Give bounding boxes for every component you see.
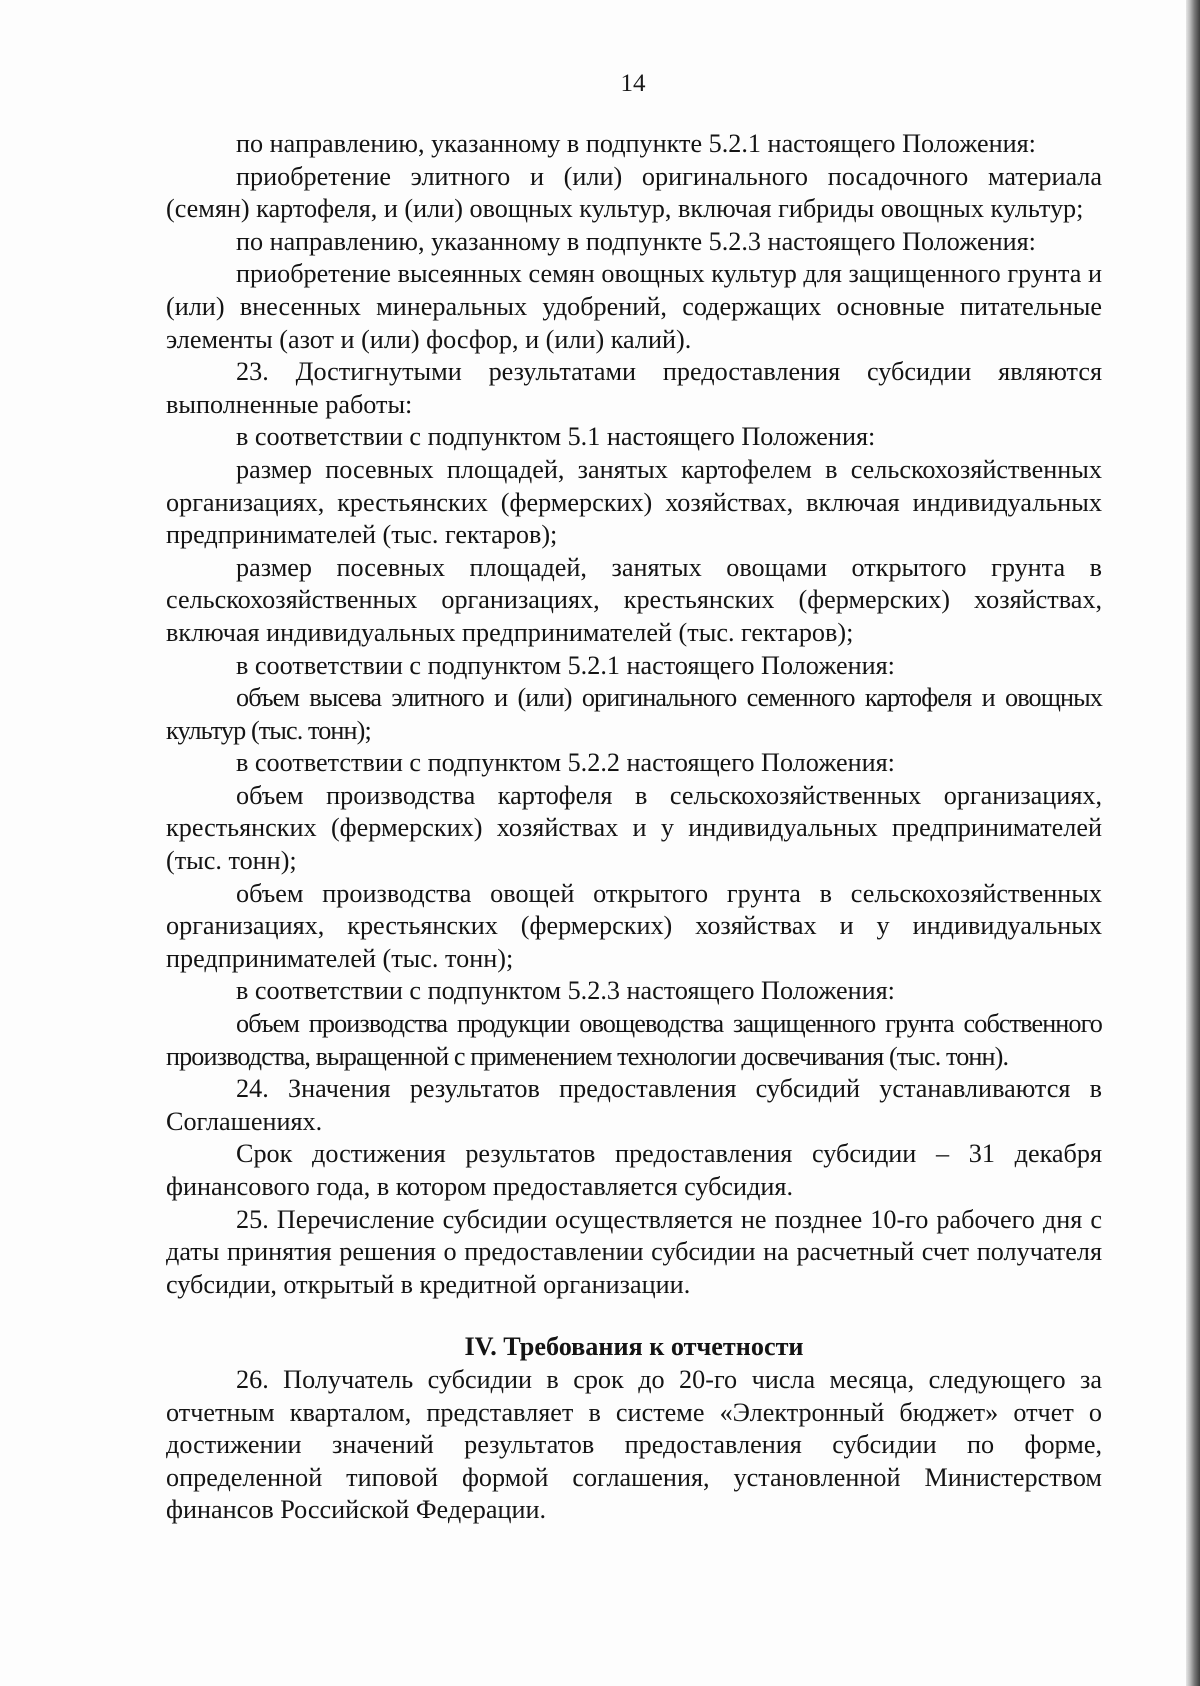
paragraph: 24. Значения результатов предоставления субсидий устанавливаются в Соглашениях.: [166, 1074, 1102, 1136]
paragraph: объем производства продукции овощеводства защищенного грунта собственного производства, выращенной с применением технологии досвечивания (тыс. тонн).: [166, 1009, 1102, 1071]
page-number: 14: [620, 70, 646, 97]
paragraph: приобретение элитного и (или) оригинального посадочного материала (семян) картофеля, и (или) овощных культур, включая гибриды овощных культур;: [166, 161, 1102, 224]
paragraph: 23. Достигнутыми результатами предоставления субсидии являются выполненные работы:: [166, 357, 1102, 419]
paragraph: в соответствии с подпунктом 5.2.1 настоящего Положения:: [236, 650, 895, 680]
paragraph: объем высева элитного и (или) оригинального семенного картофеля и овощных культур (тыс. тонн);: [166, 683, 1102, 745]
paragraph: по направлению, указанному в подпункте 5.2.1 настоящего Положения:: [236, 129, 1036, 158]
paragraph: в соответствии с подпунктом 5.2.3 настоящего Положения:: [236, 976, 895, 1006]
scan-edge-shadow: [1186, 0, 1200, 1686]
paragraph: объем производства овощей открытого грунта в сельскохозяйственных организациях, крестьянских (фермерских) хозяйствах и у индивидуальных предпринимателей (тыс. тонн);: [166, 878, 1102, 973]
section-heading: IV. Требования к отчетности: [464, 1332, 804, 1362]
paragraph: размер посевных площадей, занятых картофелем в сельскохозяйственных организациях, крестьянских (фермерских) хозяйствах, включая индивидуальных предпринимателей (тыс. гектаров);: [166, 454, 1102, 550]
paragraph: в соответствии с подпунктом 5.2.2 настоящего Положения:: [236, 748, 895, 778]
paragraph: Срок достижения результатов предоставления субсидии – 31 декабря финансового года, в котором предоставляется субсидия.: [166, 1139, 1102, 1201]
paragraph: размер посевных площадей, занятых овощами открытого грунта в сельскохозяйственных организациях, крестьянских (фермерских) хозяйствах, включая индивидуальных предпринимателей (тыс. гектаров);: [166, 552, 1102, 647]
paragraph: приобретение высеянных семян овощных культур для защищенного грунта и (или) внесенных минеральных удобрений, содержащих основные питательные элементы (азот и (или) фосфор, и (или) калий).: [166, 259, 1102, 354]
paragraph: объем производства картофеля в сельскохозяйственных организациях, крестьянских (фермерских) хозяйствах и у индивидуальных предпринимателей (тыс. тонн);: [166, 780, 1102, 876]
paragraph: по направлению, указанному в подпункте 5.2.3 настоящего Положения:: [236, 226, 1036, 256]
paragraph: в соответствии с подпунктом 5.1 настоящего Положения:: [236, 422, 876, 452]
document-body: [166, 128, 1102, 1527]
paragraph: 25. Перечисление субсидии осуществляется не позднее 10-го рабочего дня с даты принятия решения о предоставлении субсидии на расчетный счет получателя субсидии, открытый в кредитной организации.: [166, 1204, 1102, 1299]
paragraph: 26. Получатель субсидии в срок до 20-го числа месяца, следующего за отчетным кварталом, представляет в системе «Электронный бюджет» отчет о достижении значений результатов предоставления субсидии по форме, определенной типовой формой соглашения, установленной Министерством финансов Российской Федерации.: [166, 1364, 1102, 1525]
